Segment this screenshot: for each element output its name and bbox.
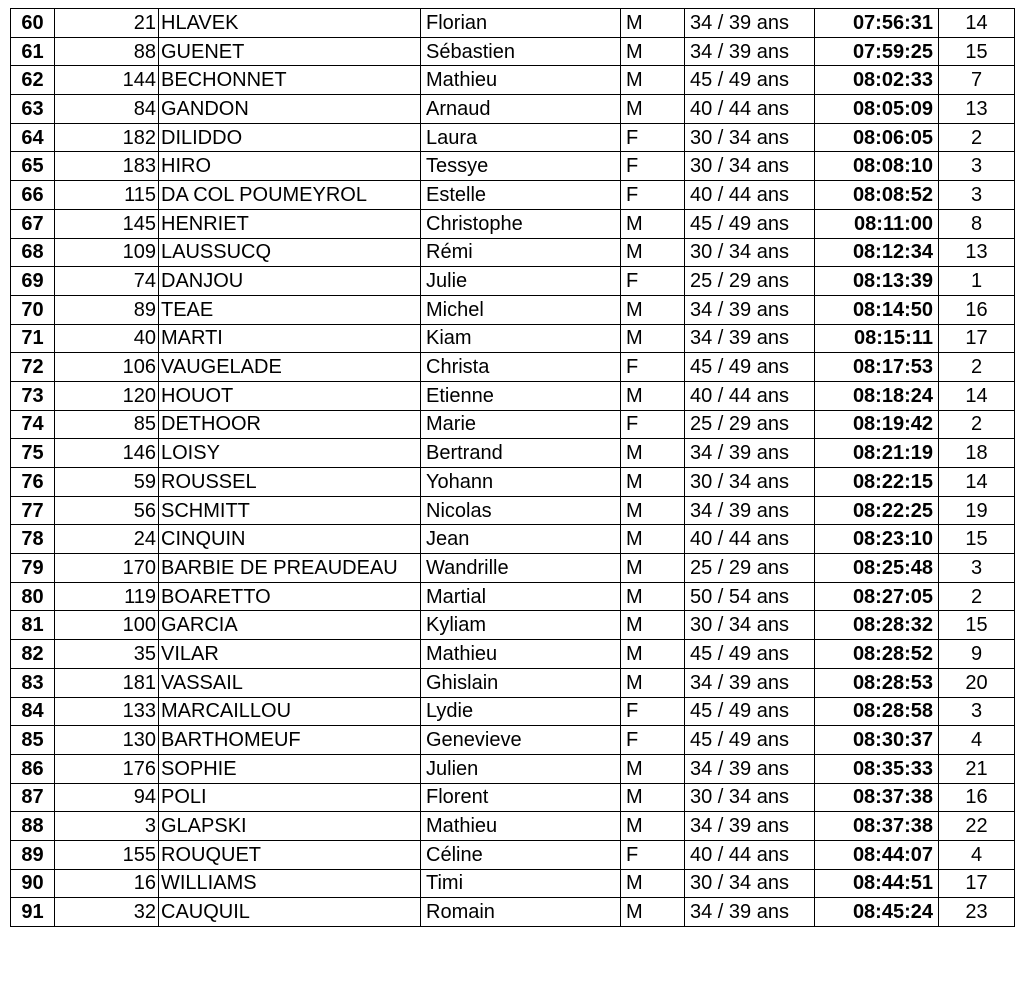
bib-number-cell: 182 xyxy=(55,123,159,152)
sex-cell: M xyxy=(621,66,685,95)
sex-cell: M xyxy=(621,496,685,525)
bib-number-cell: 100 xyxy=(55,611,159,640)
category-rank-cell: 3 xyxy=(939,554,1015,583)
last-name-cell: HLAVEK xyxy=(159,9,421,38)
age-category-cell: 30 / 34 ans xyxy=(685,869,815,898)
bib-number-cell: 16 xyxy=(55,869,159,898)
age-category-cell: 30 / 34 ans xyxy=(685,468,815,497)
rank-cell: 69 xyxy=(11,267,55,296)
first-name-cell: Jean xyxy=(421,525,621,554)
finish-time-cell: 07:56:31 xyxy=(815,9,939,38)
finish-time-cell: 08:05:09 xyxy=(815,95,939,124)
age-category-cell: 30 / 34 ans xyxy=(685,123,815,152)
table-row xyxy=(11,267,1015,296)
last-name-cell: DANJOU xyxy=(159,267,421,296)
finish-time-cell: 08:08:52 xyxy=(815,181,939,210)
table-row xyxy=(11,353,1015,382)
rank-cell: 62 xyxy=(11,66,55,95)
first-name-cell: Martial xyxy=(421,582,621,611)
table-row xyxy=(11,295,1015,324)
category-rank-cell: 18 xyxy=(939,439,1015,468)
age-category-cell: 45 / 49 ans xyxy=(685,66,815,95)
finish-time-cell: 08:37:38 xyxy=(815,783,939,812)
category-rank-cell: 3 xyxy=(939,697,1015,726)
table-row xyxy=(11,209,1015,238)
category-rank-cell: 21 xyxy=(939,754,1015,783)
table-row xyxy=(11,9,1015,38)
first-name-cell: Timi xyxy=(421,869,621,898)
age-category-cell: 45 / 49 ans xyxy=(685,697,815,726)
table-row xyxy=(11,898,1015,927)
rank-cell: 77 xyxy=(11,496,55,525)
finish-time-cell: 08:17:53 xyxy=(815,353,939,382)
table-row xyxy=(11,668,1015,697)
table-row xyxy=(11,754,1015,783)
bib-number-cell: 35 xyxy=(55,640,159,669)
bib-number-cell: 88 xyxy=(55,37,159,66)
age-category-cell: 45 / 49 ans xyxy=(685,640,815,669)
first-name-cell: Florent xyxy=(421,783,621,812)
bib-number-cell: 176 xyxy=(55,754,159,783)
last-name-cell: VILAR xyxy=(159,640,421,669)
category-rank-cell: 4 xyxy=(939,840,1015,869)
first-name-cell: Mathieu xyxy=(421,640,621,669)
sex-cell: M xyxy=(621,525,685,554)
bib-number-cell: 94 xyxy=(55,783,159,812)
sex-cell: M xyxy=(621,324,685,353)
last-name-cell: DETHOOR xyxy=(159,410,421,439)
age-category-cell: 34 / 39 ans xyxy=(685,668,815,697)
category-rank-cell: 4 xyxy=(939,726,1015,755)
table-row xyxy=(11,840,1015,869)
age-category-cell: 40 / 44 ans xyxy=(685,525,815,554)
table-row xyxy=(11,238,1015,267)
first-name-cell: Kiam xyxy=(421,324,621,353)
sex-cell: M xyxy=(621,754,685,783)
age-category-cell: 25 / 29 ans xyxy=(685,267,815,296)
rank-cell: 60 xyxy=(11,9,55,38)
finish-time-cell: 08:30:37 xyxy=(815,726,939,755)
age-category-cell: 30 / 34 ans xyxy=(685,611,815,640)
table-row xyxy=(11,152,1015,181)
table-row xyxy=(11,181,1015,210)
sex-cell: M xyxy=(621,783,685,812)
finish-time-cell: 08:45:24 xyxy=(815,898,939,927)
finish-time-cell: 08:02:33 xyxy=(815,66,939,95)
bib-number-cell: 84 xyxy=(55,95,159,124)
sex-cell: M xyxy=(621,95,685,124)
age-category-cell: 25 / 29 ans xyxy=(685,554,815,583)
category-rank-cell: 15 xyxy=(939,525,1015,554)
first-name-cell: Marie xyxy=(421,410,621,439)
age-category-cell: 40 / 44 ans xyxy=(685,181,815,210)
category-rank-cell: 7 xyxy=(939,66,1015,95)
finish-time-cell: 08:12:34 xyxy=(815,238,939,267)
last-name-cell: GARCIA xyxy=(159,611,421,640)
bib-number-cell: 146 xyxy=(55,439,159,468)
category-rank-cell: 8 xyxy=(939,209,1015,238)
age-category-cell: 34 / 39 ans xyxy=(685,324,815,353)
first-name-cell: Ghislain xyxy=(421,668,621,697)
finish-time-cell: 08:19:42 xyxy=(815,410,939,439)
rank-cell: 74 xyxy=(11,410,55,439)
last-name-cell: LOISY xyxy=(159,439,421,468)
bib-number-cell: 24 xyxy=(55,525,159,554)
bib-number-cell: 32 xyxy=(55,898,159,927)
rank-cell: 80 xyxy=(11,582,55,611)
last-name-cell: VASSAIL xyxy=(159,668,421,697)
sex-cell: M xyxy=(621,209,685,238)
last-name-cell: HIRO xyxy=(159,152,421,181)
category-rank-cell: 2 xyxy=(939,410,1015,439)
category-rank-cell: 23 xyxy=(939,898,1015,927)
rank-cell: 89 xyxy=(11,840,55,869)
first-name-cell: Arnaud xyxy=(421,95,621,124)
first-name-cell: Mathieu xyxy=(421,812,621,841)
bib-number-cell: 74 xyxy=(55,267,159,296)
table-row xyxy=(11,66,1015,95)
sex-cell: M xyxy=(621,611,685,640)
category-rank-cell: 3 xyxy=(939,152,1015,181)
last-name-cell: GLAPSKI xyxy=(159,812,421,841)
last-name-cell: CAUQUIL xyxy=(159,898,421,927)
last-name-cell: ROUQUET xyxy=(159,840,421,869)
rank-cell: 65 xyxy=(11,152,55,181)
table-row xyxy=(11,812,1015,841)
rank-cell: 71 xyxy=(11,324,55,353)
last-name-cell: GANDON xyxy=(159,95,421,124)
table-row xyxy=(11,783,1015,812)
first-name-cell: Bertrand xyxy=(421,439,621,468)
last-name-cell: GUENET xyxy=(159,37,421,66)
last-name-cell: BARBIE DE PREAUDEAU xyxy=(159,554,421,583)
first-name-cell: Rémi xyxy=(421,238,621,267)
rank-cell: 83 xyxy=(11,668,55,697)
last-name-cell: MARTI xyxy=(159,324,421,353)
sex-cell: F xyxy=(621,840,685,869)
sex-cell: M xyxy=(621,812,685,841)
age-category-cell: 45 / 49 ans xyxy=(685,726,815,755)
bib-number-cell: 85 xyxy=(55,410,159,439)
rank-cell: 78 xyxy=(11,525,55,554)
table-row xyxy=(11,611,1015,640)
category-rank-cell: 2 xyxy=(939,123,1015,152)
bib-number-cell: 145 xyxy=(55,209,159,238)
category-rank-cell: 17 xyxy=(939,324,1015,353)
first-name-cell: Julie xyxy=(421,267,621,296)
last-name-cell: CINQUIN xyxy=(159,525,421,554)
category-rank-cell: 15 xyxy=(939,611,1015,640)
last-name-cell: BARTHOMEUF xyxy=(159,726,421,755)
last-name-cell: HENRIET xyxy=(159,209,421,238)
rank-cell: 84 xyxy=(11,697,55,726)
age-category-cell: 40 / 44 ans xyxy=(685,95,815,124)
sex-cell: M xyxy=(621,439,685,468)
finish-time-cell: 08:11:00 xyxy=(815,209,939,238)
finish-time-cell: 08:27:05 xyxy=(815,582,939,611)
finish-time-cell: 08:22:25 xyxy=(815,496,939,525)
results-table-body xyxy=(11,9,1015,927)
bib-number-cell: 144 xyxy=(55,66,159,95)
rank-cell: 91 xyxy=(11,898,55,927)
sex-cell: F xyxy=(621,353,685,382)
category-rank-cell: 22 xyxy=(939,812,1015,841)
age-category-cell: 34 / 39 ans xyxy=(685,496,815,525)
age-category-cell: 40 / 44 ans xyxy=(685,381,815,410)
last-name-cell: HOUOT xyxy=(159,381,421,410)
bib-number-cell: 130 xyxy=(55,726,159,755)
finish-time-cell: 07:59:25 xyxy=(815,37,939,66)
bib-number-cell: 155 xyxy=(55,840,159,869)
rank-cell: 90 xyxy=(11,869,55,898)
age-category-cell: 30 / 34 ans xyxy=(685,783,815,812)
age-category-cell: 34 / 39 ans xyxy=(685,754,815,783)
sex-cell: M xyxy=(621,554,685,583)
age-category-cell: 25 / 29 ans xyxy=(685,410,815,439)
sex-cell: F xyxy=(621,410,685,439)
table-row xyxy=(11,95,1015,124)
age-category-cell: 34 / 39 ans xyxy=(685,9,815,38)
category-rank-cell: 17 xyxy=(939,869,1015,898)
finish-time-cell: 08:28:32 xyxy=(815,611,939,640)
table-row xyxy=(11,525,1015,554)
table-row xyxy=(11,697,1015,726)
sex-cell: F xyxy=(621,726,685,755)
sex-cell: F xyxy=(621,152,685,181)
bib-number-cell: 181 xyxy=(55,668,159,697)
age-category-cell: 45 / 49 ans xyxy=(685,353,815,382)
first-name-cell: Yohann xyxy=(421,468,621,497)
first-name-cell: Julien xyxy=(421,754,621,783)
finish-time-cell: 08:23:10 xyxy=(815,525,939,554)
category-rank-cell: 20 xyxy=(939,668,1015,697)
first-name-cell: Mathieu xyxy=(421,66,621,95)
rank-cell: 75 xyxy=(11,439,55,468)
rank-cell: 66 xyxy=(11,181,55,210)
finish-time-cell: 08:37:38 xyxy=(815,812,939,841)
sex-cell: F xyxy=(621,123,685,152)
sex-cell: M xyxy=(621,668,685,697)
table-row xyxy=(11,37,1015,66)
category-rank-cell: 15 xyxy=(939,37,1015,66)
rank-cell: 81 xyxy=(11,611,55,640)
table-row xyxy=(11,324,1015,353)
first-name-cell: Romain xyxy=(421,898,621,927)
last-name-cell: BECHONNET xyxy=(159,66,421,95)
bib-number-cell: 56 xyxy=(55,496,159,525)
first-name-cell: Kyliam xyxy=(421,611,621,640)
sex-cell: F xyxy=(621,181,685,210)
rank-cell: 73 xyxy=(11,381,55,410)
category-rank-cell: 14 xyxy=(939,381,1015,410)
last-name-cell: TEAE xyxy=(159,295,421,324)
first-name-cell: Nicolas xyxy=(421,496,621,525)
first-name-cell: Céline xyxy=(421,840,621,869)
rank-cell: 68 xyxy=(11,238,55,267)
rank-cell: 86 xyxy=(11,754,55,783)
first-name-cell: Florian xyxy=(421,9,621,38)
rank-cell: 61 xyxy=(11,37,55,66)
bib-number-cell: 183 xyxy=(55,152,159,181)
finish-time-cell: 08:35:33 xyxy=(815,754,939,783)
rank-cell: 64 xyxy=(11,123,55,152)
rank-cell: 87 xyxy=(11,783,55,812)
age-category-cell: 34 / 39 ans xyxy=(685,898,815,927)
last-name-cell: BOARETTO xyxy=(159,582,421,611)
sex-cell: M xyxy=(621,640,685,669)
rank-cell: 79 xyxy=(11,554,55,583)
finish-time-cell: 08:28:52 xyxy=(815,640,939,669)
first-name-cell: Laura xyxy=(421,123,621,152)
table-row xyxy=(11,468,1015,497)
rank-cell: 63 xyxy=(11,95,55,124)
last-name-cell: ROUSSEL xyxy=(159,468,421,497)
rank-cell: 76 xyxy=(11,468,55,497)
first-name-cell: Wandrille xyxy=(421,554,621,583)
first-name-cell: Estelle xyxy=(421,181,621,210)
category-rank-cell: 13 xyxy=(939,95,1015,124)
bib-number-cell: 21 xyxy=(55,9,159,38)
category-rank-cell: 16 xyxy=(939,295,1015,324)
sex-cell: M xyxy=(621,468,685,497)
bib-number-cell: 115 xyxy=(55,181,159,210)
age-category-cell: 45 / 49 ans xyxy=(685,209,815,238)
finish-time-cell: 08:44:07 xyxy=(815,840,939,869)
age-category-cell: 30 / 34 ans xyxy=(685,152,815,181)
finish-time-cell: 08:44:51 xyxy=(815,869,939,898)
last-name-cell: SCHMITT xyxy=(159,496,421,525)
bib-number-cell: 170 xyxy=(55,554,159,583)
first-name-cell: Christa xyxy=(421,353,621,382)
finish-time-cell: 08:28:53 xyxy=(815,668,939,697)
bib-number-cell: 40 xyxy=(55,324,159,353)
rank-cell: 72 xyxy=(11,353,55,382)
table-row xyxy=(11,381,1015,410)
bib-number-cell: 3 xyxy=(55,812,159,841)
category-rank-cell: 2 xyxy=(939,582,1015,611)
sex-cell: M xyxy=(621,582,685,611)
first-name-cell: Etienne xyxy=(421,381,621,410)
finish-time-cell: 08:13:39 xyxy=(815,267,939,296)
last-name-cell: VAUGELADE xyxy=(159,353,421,382)
bib-number-cell: 106 xyxy=(55,353,159,382)
table-row xyxy=(11,410,1015,439)
category-rank-cell: 2 xyxy=(939,353,1015,382)
first-name-cell: Michel xyxy=(421,295,621,324)
table-row xyxy=(11,554,1015,583)
table-row xyxy=(11,640,1015,669)
results-table xyxy=(10,8,1015,927)
age-category-cell: 34 / 39 ans xyxy=(685,812,815,841)
finish-time-cell: 08:18:24 xyxy=(815,381,939,410)
table-row xyxy=(11,582,1015,611)
sex-cell: M xyxy=(621,37,685,66)
age-category-cell: 50 / 54 ans xyxy=(685,582,815,611)
finish-time-cell: 08:25:48 xyxy=(815,554,939,583)
age-category-cell: 30 / 34 ans xyxy=(685,238,815,267)
table-row xyxy=(11,869,1015,898)
last-name-cell: LAUSSUCQ xyxy=(159,238,421,267)
category-rank-cell: 1 xyxy=(939,267,1015,296)
finish-time-cell: 08:08:10 xyxy=(815,152,939,181)
bib-number-cell: 133 xyxy=(55,697,159,726)
rank-cell: 82 xyxy=(11,640,55,669)
table-row xyxy=(11,439,1015,468)
category-rank-cell: 14 xyxy=(939,468,1015,497)
first-name-cell: Genevieve xyxy=(421,726,621,755)
last-name-cell: SOPHIE xyxy=(159,754,421,783)
table-row xyxy=(11,726,1015,755)
last-name-cell: DA COL POUMEYROL xyxy=(159,181,421,210)
bib-number-cell: 59 xyxy=(55,468,159,497)
first-name-cell: Lydie xyxy=(421,697,621,726)
category-rank-cell: 13 xyxy=(939,238,1015,267)
finish-time-cell: 08:21:19 xyxy=(815,439,939,468)
sex-cell: M xyxy=(621,381,685,410)
finish-time-cell: 08:14:50 xyxy=(815,295,939,324)
sex-cell: M xyxy=(621,295,685,324)
rank-cell: 67 xyxy=(11,209,55,238)
finish-time-cell: 08:06:05 xyxy=(815,123,939,152)
age-category-cell: 34 / 39 ans xyxy=(685,37,815,66)
sex-cell: M xyxy=(621,869,685,898)
sex-cell: F xyxy=(621,267,685,296)
finish-time-cell: 08:28:58 xyxy=(815,697,939,726)
rank-cell: 85 xyxy=(11,726,55,755)
sex-cell: M xyxy=(621,898,685,927)
sex-cell: M xyxy=(621,238,685,267)
category-rank-cell: 9 xyxy=(939,640,1015,669)
bib-number-cell: 89 xyxy=(55,295,159,324)
sex-cell: M xyxy=(621,9,685,38)
age-category-cell: 34 / 39 ans xyxy=(685,439,815,468)
last-name-cell: POLI xyxy=(159,783,421,812)
last-name-cell: WILLIAMS xyxy=(159,869,421,898)
first-name-cell: Christophe xyxy=(421,209,621,238)
table-row xyxy=(11,496,1015,525)
category-rank-cell: 14 xyxy=(939,9,1015,38)
rank-cell: 70 xyxy=(11,295,55,324)
first-name-cell: Tessye xyxy=(421,152,621,181)
first-name-cell: Sébastien xyxy=(421,37,621,66)
category-rank-cell: 16 xyxy=(939,783,1015,812)
category-rank-cell: 3 xyxy=(939,181,1015,210)
bib-number-cell: 109 xyxy=(55,238,159,267)
last-name-cell: DILIDDO xyxy=(159,123,421,152)
bib-number-cell: 119 xyxy=(55,582,159,611)
finish-time-cell: 08:15:11 xyxy=(815,324,939,353)
last-name-cell: MARCAILLOU xyxy=(159,697,421,726)
age-category-cell: 40 / 44 ans xyxy=(685,840,815,869)
sex-cell: F xyxy=(621,697,685,726)
table-row xyxy=(11,123,1015,152)
rank-cell: 88 xyxy=(11,812,55,841)
age-category-cell: 34 / 39 ans xyxy=(685,295,815,324)
finish-time-cell: 08:22:15 xyxy=(815,468,939,497)
bib-number-cell: 120 xyxy=(55,381,159,410)
category-rank-cell: 19 xyxy=(939,496,1015,525)
